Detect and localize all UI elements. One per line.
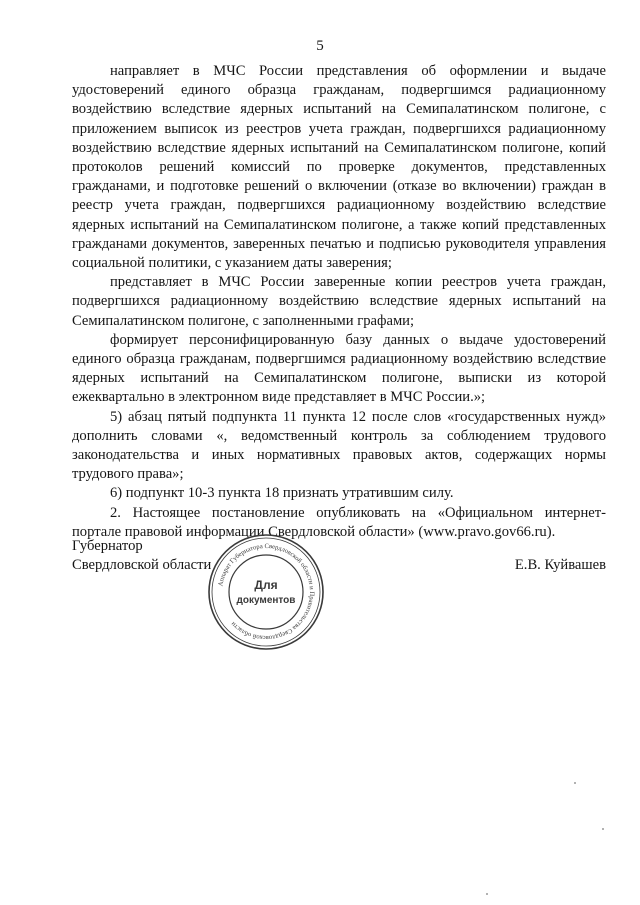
signatory-position-line: Губернатор [72,538,143,554]
stamp-ring-text: Аппарат Губернатора Свердловской области и Правительства Свердловской области [217,542,316,642]
paragraph: формирует персонифицированную базу данных о выдаче удостоверений единого образца гражданам, подвергшимся радиационному воздействию вследствие ядерных испытаний на Семипалатинском полигоне, выписки из которой ежеквартально в электронном виде представляет в МЧС России.»; [72,331,606,406]
signatory-name: Е.В. Куйвашев [514,557,606,573]
page-number: 5 [316,38,324,54]
paragraph: представляет в МЧС России заверенные копии реестров учета граждан, подвергшихся радиационному воздействию вследствие ядерных испытаний на Семипалатинском полигоне, с заполненными графами; [72,274,606,329]
paragraph: 6) подпункт 10-3 пункта 18 признать утратившим силу. [110,485,454,502]
signatory-position [72,537,211,575]
stamp-center-line: документов [236,595,296,606]
document-body [72,62,606,542]
stamp-outer-ring [209,535,323,649]
stamp-outer-ring-inner [212,538,320,646]
paragraph: направляет в МЧС России представления об оформлении и выдаче удостоверений единого образца гражданам, подвергшимся радиационному воздействию вследствие ядерных испытаний на Семипалатинском полигоне, с приложением выписок из реестров учета граждан, подвергшихся радиационному воздействию вследствие ядерных испытаний на Семипалатинском полигоне, копий протоколов решений комиссий по проверке документов, представленных гражданами, и подготовке решений о включении (отказе во включении) граждан в реестр учета граждан, подвергшихся радиационному воздействию вследствие ядерных испытаний на Семипалатинском полигоне, а также копий представленных гражданами документов, заверенных печатью и подписью руководителя управления социальной политики, с указанием даты заверения; [72,63,606,272]
scan-speck [486,893,488,895]
official-stamp [206,532,326,652]
scan-speck [602,828,604,830]
paragraph: 5) абзац пятый подпункта 11 пункта 12 после слов «государственных нужд» дополнить словами «, ведомственный контроль за соблюдением трудового законодательства и иных нормативных правовых актов, содержащих нормы трудового права»; [72,408,606,483]
stamp-center-line: Для [254,578,278,592]
scan-speck [574,782,576,784]
stamp-inner-ring [229,555,303,629]
paragraph: 2. Настоящее постановление опубликовать на «Официальном интернет-портале правовой информации Свердловской области» (www.pravo.gov66.ru). [72,504,606,540]
signature-block [72,537,606,657]
signatory-position-line: Свердловской области [72,557,212,573]
